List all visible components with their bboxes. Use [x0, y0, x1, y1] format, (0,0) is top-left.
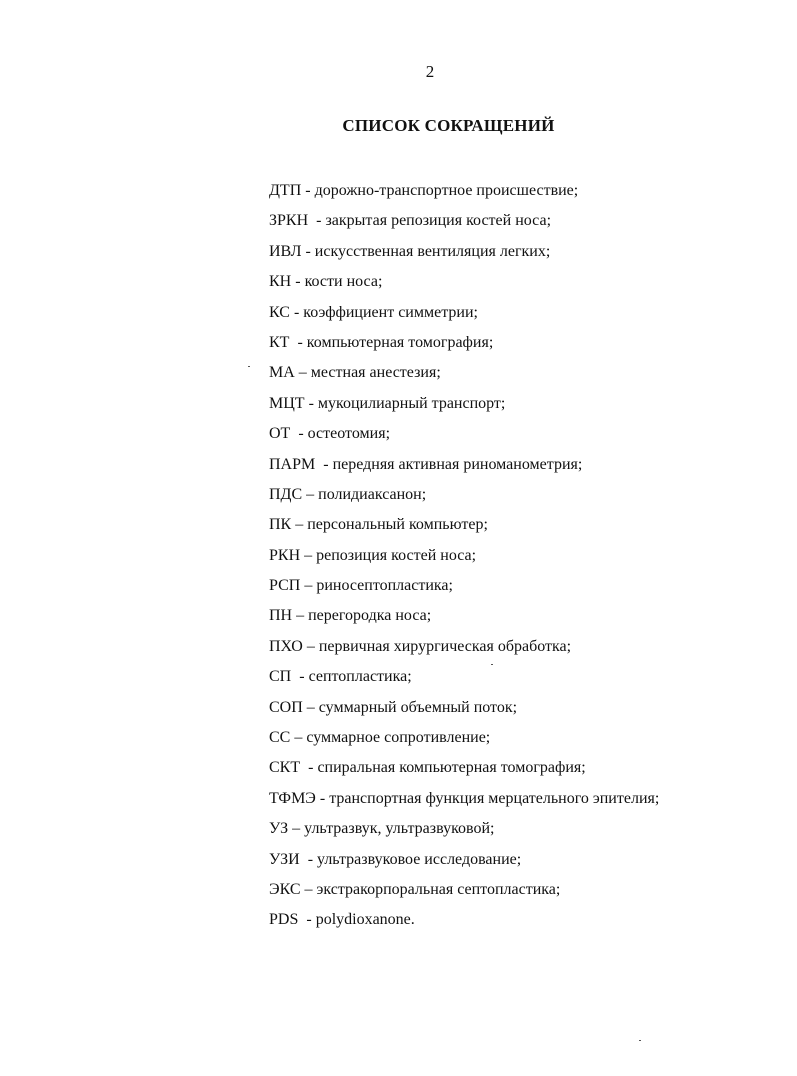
list-item — [269, 632, 659, 662]
abbreviation-definition: спиральная компьютерная томография; — [317, 759, 586, 777]
abbreviation-definition: транспортная функция мерцательного эпителия; — [329, 789, 660, 807]
list-item — [269, 419, 659, 449]
list-item — [269, 571, 659, 601]
abbreviation-definition: компьютерная томография; — [306, 333, 494, 351]
separator: - — [315, 455, 333, 473]
abbreviation-term: КТ — [269, 333, 290, 351]
abbreviation-term: ПК — [269, 516, 292, 534]
separator: - — [298, 911, 316, 929]
list-item — [269, 237, 659, 267]
separator: - — [301, 242, 315, 260]
separator: - — [289, 333, 307, 351]
list-item — [269, 875, 659, 905]
abbreviation-definition: риносептопластика; — [316, 577, 453, 595]
list-item — [269, 328, 659, 358]
list-item — [269, 358, 659, 388]
separator: - — [291, 273, 305, 291]
abbreviation-term: ПДС — [269, 485, 303, 503]
abbreviation-definition: первичная хирургическая обработка; — [318, 637, 572, 655]
separator: - — [301, 182, 315, 199]
abbreviation-definition: polydioxanone. — [315, 911, 415, 929]
separator: - — [304, 394, 318, 412]
list-item — [269, 723, 659, 753]
abbreviation-definition: кости носа; — [304, 273, 383, 291]
abbreviation-definition: дорожно-транспортное происшествие; — [314, 182, 579, 199]
abbreviation-term: ДТП — [269, 182, 302, 199]
abbreviation-list — [269, 176, 659, 936]
separator: – — [291, 516, 308, 534]
separator: - — [290, 425, 308, 443]
abbreviation-term: РКН — [269, 546, 301, 564]
abbreviation-term: ПН — [269, 607, 293, 625]
list-item — [269, 480, 659, 510]
separator: – — [294, 364, 311, 382]
abbreviation-definition: остеотомия; — [307, 425, 391, 443]
abbreviation-definition: полидиаксанон; — [318, 485, 427, 503]
list-item — [269, 541, 659, 571]
list-item — [269, 298, 659, 328]
separator: – — [288, 820, 305, 838]
abbreviation-definition: персональный компьютер; — [307, 516, 488, 534]
list-item — [269, 905, 659, 935]
abbreviation-definition: септопластика; — [308, 668, 412, 686]
separator: - — [291, 668, 309, 686]
abbreviation-definition: искусственная вентиляция легких; — [314, 242, 551, 260]
abbreviation-definition: суммарный объемный поток; — [318, 698, 518, 716]
abbreviation-term: УЗ — [269, 820, 289, 838]
abbreviation-term: ЗРКН — [269, 212, 309, 230]
abbreviation-term: РСП — [269, 577, 301, 595]
scan-speck — [248, 366, 250, 367]
separator: - — [300, 759, 318, 777]
scan-speck — [639, 1040, 641, 1041]
separator: – — [300, 577, 317, 595]
abbreviation-term: ОТ — [269, 425, 291, 443]
abbreviation-term: СП — [269, 668, 292, 686]
list-item — [269, 389, 659, 419]
list-item — [269, 845, 659, 875]
abbreviation-term: СКТ — [269, 759, 301, 777]
abbreviation-definition: суммарное сопротивление; — [306, 729, 491, 747]
list-item — [269, 693, 659, 723]
separator: - — [308, 212, 326, 230]
abbreviation-definition: передняя активная риноманометрия; — [332, 455, 583, 473]
list-item — [269, 176, 659, 206]
abbreviation-definition: коэффициент симметрии; — [303, 303, 478, 321]
list-item — [269, 601, 659, 631]
list-item — [269, 510, 659, 540]
separator: - — [315, 789, 330, 807]
abbreviation-term: СОП — [269, 698, 303, 716]
separator: – — [302, 485, 319, 503]
separator: – — [300, 546, 317, 564]
abbreviation-definition: репозиция костей носа; — [316, 546, 477, 564]
abbreviation-term: КН — [269, 273, 292, 291]
list-item — [269, 784, 659, 814]
separator: – — [302, 698, 319, 716]
abbreviation-term: ЭКС — [269, 880, 301, 898]
separator: - — [299, 850, 318, 868]
abbreviation-term: ПХО — [269, 637, 303, 655]
abbreviation-definition: ультразвуковое исследование; — [317, 850, 522, 868]
abbreviation-definition: экстракорпоральная септопластика; — [316, 880, 561, 898]
separator: - — [289, 303, 304, 321]
separator: – — [302, 637, 319, 655]
abbreviation-definition: местная анестезия; — [310, 364, 441, 382]
abbreviation-term: МЦТ — [269, 394, 305, 412]
abbreviation-term: ИВЛ — [269, 242, 302, 260]
abbreviation-definition: закрытая репозиция костей носа; — [325, 212, 552, 230]
page-title: СПИСОК СОКРАЩЕНИЙ — [342, 116, 555, 135]
list-item — [269, 814, 659, 844]
abbreviation-definition: мукоцилиарный транспорт; — [317, 394, 506, 412]
abbreviation-definition: ультразвук, ультразвуковой; — [304, 820, 495, 838]
abbreviation-term: МА — [269, 364, 295, 382]
abbreviation-definition: перегородка носа; — [308, 607, 432, 625]
abbreviation-term: PDS — [269, 911, 299, 929]
abbreviation-term: УЗИ — [269, 850, 300, 868]
page-number: 2 — [425, 62, 435, 81]
separator: – — [300, 880, 317, 898]
abbreviation-term: СС — [269, 729, 291, 747]
separator: – — [292, 607, 309, 625]
list-item — [269, 662, 659, 692]
separator: – — [290, 729, 307, 747]
scan-speck — [491, 664, 493, 665]
list-item — [269, 450, 659, 480]
list-item — [269, 753, 659, 783]
abbreviation-term: ТФМЭ — [269, 789, 316, 807]
abbreviation-term: ПАРМ — [269, 455, 316, 473]
list-item — [269, 206, 659, 236]
list-item — [269, 267, 659, 297]
abbreviation-term: КС — [269, 303, 290, 321]
